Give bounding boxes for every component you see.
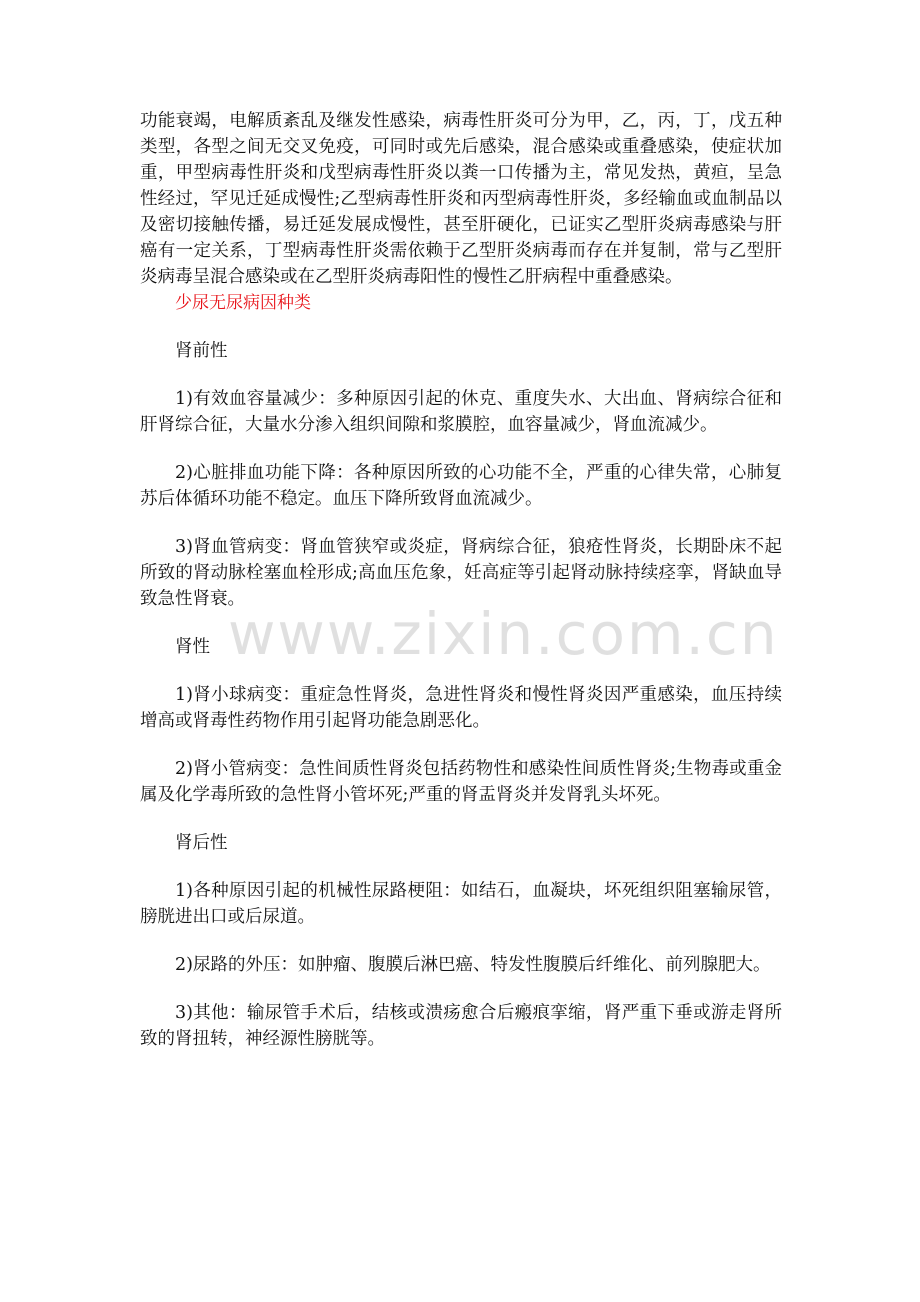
document-page [140, 108, 782, 1052]
section-title: 少尿无尿病因种类 [175, 293, 311, 313]
prerenal-item-2: 2)心脏排血功能下降：各种原因所致的心功能不全，严重的心律失常，心肺复苏后体循环功能不稳定。血压下降所致肾血流减少。 [140, 463, 782, 509]
postrenal-item-1: 1)各种原因引起的机械性尿路梗阻：如结石，血凝块，坏死组织阻塞输尿管，膀胱进出口或后尿道。 [140, 881, 782, 927]
renal-item-1: 1)肾小球病变：重症急性肾炎，急进性肾炎和慢性肾炎因严重感染，血压持续增高或肾毒性药物作用引起肾功能急剧恶化。 [140, 685, 782, 731]
intro-paragraph: 功能衰竭，电解质紊乱及继发性感染，病毒性肝炎可分为甲，乙，丙，丁，戊五种类型，各型之间无交叉免疫，可同时或先后感染，混合感染或重叠感染，使症状加重，甲型病毒性肝炎和戊型病毒性肝炎以粪一口传播为主，常见发热，黄疸，呈急性经过，罕见迁延成慢性;乙型病毒性肝炎和丙型病毒性肝炎，多经输血或血制品以及密切接触传播，易迁延发展成慢性，甚至肝硬化，已证实乙型肝炎病毒感染与肝癌有一定关系，丁型病毒性肝炎需依赖于乙型肝炎病毒而存在并复制，常与乙型肝炎病毒呈混合感染或在乙型肝炎病毒阳性的慢性乙肝病程中重叠感染。 [140, 111, 782, 287]
prerenal-item-1: 1)有效血容量减少：多种原因引起的休克、重度失水、大出血、肾病综合征和肝肾综合征，大量水分渗入组织间隙和浆膜腔，血容量减少，肾血流减少。 [140, 389, 782, 435]
subsection-heading-prerenal: 肾前性 [175, 341, 228, 361]
renal-item-2: 2)肾小管病变：急性间质性肾炎包括药物性和感染性间质性肾炎;生物毒或重金属及化学毒所致的急性肾小管坏死;严重的肾盂肾炎并发肾乳头坏死。 [140, 759, 782, 805]
prerenal-item-3: 3)肾血管病变：肾血管狭窄或炎症，肾病综合征，狼疮性肾炎，长期卧床不起所致的肾动脉栓塞血栓形成;高血压危象，妊高症等引起肾动脉持续痉挛，肾缺血导致急性肾衰。 [140, 537, 782, 609]
subsection-heading-renal: 肾性 [175, 637, 210, 657]
watermark: www.zixin.com.cn [228, 600, 779, 668]
postrenal-item-3: 3)其他：输尿管手术后，结核或溃疡愈合后瘢痕挛缩，肾严重下垂或游走肾所致的肾扭转，神经源性膀胱等。 [140, 1003, 782, 1049]
subsection-heading-postrenal: 肾后性 [175, 833, 228, 853]
postrenal-item-2: 2)尿路的外压：如肿瘤、腹膜后淋巴癌、特发性腹膜后纤维化、前列腺肥大。 [175, 955, 771, 975]
